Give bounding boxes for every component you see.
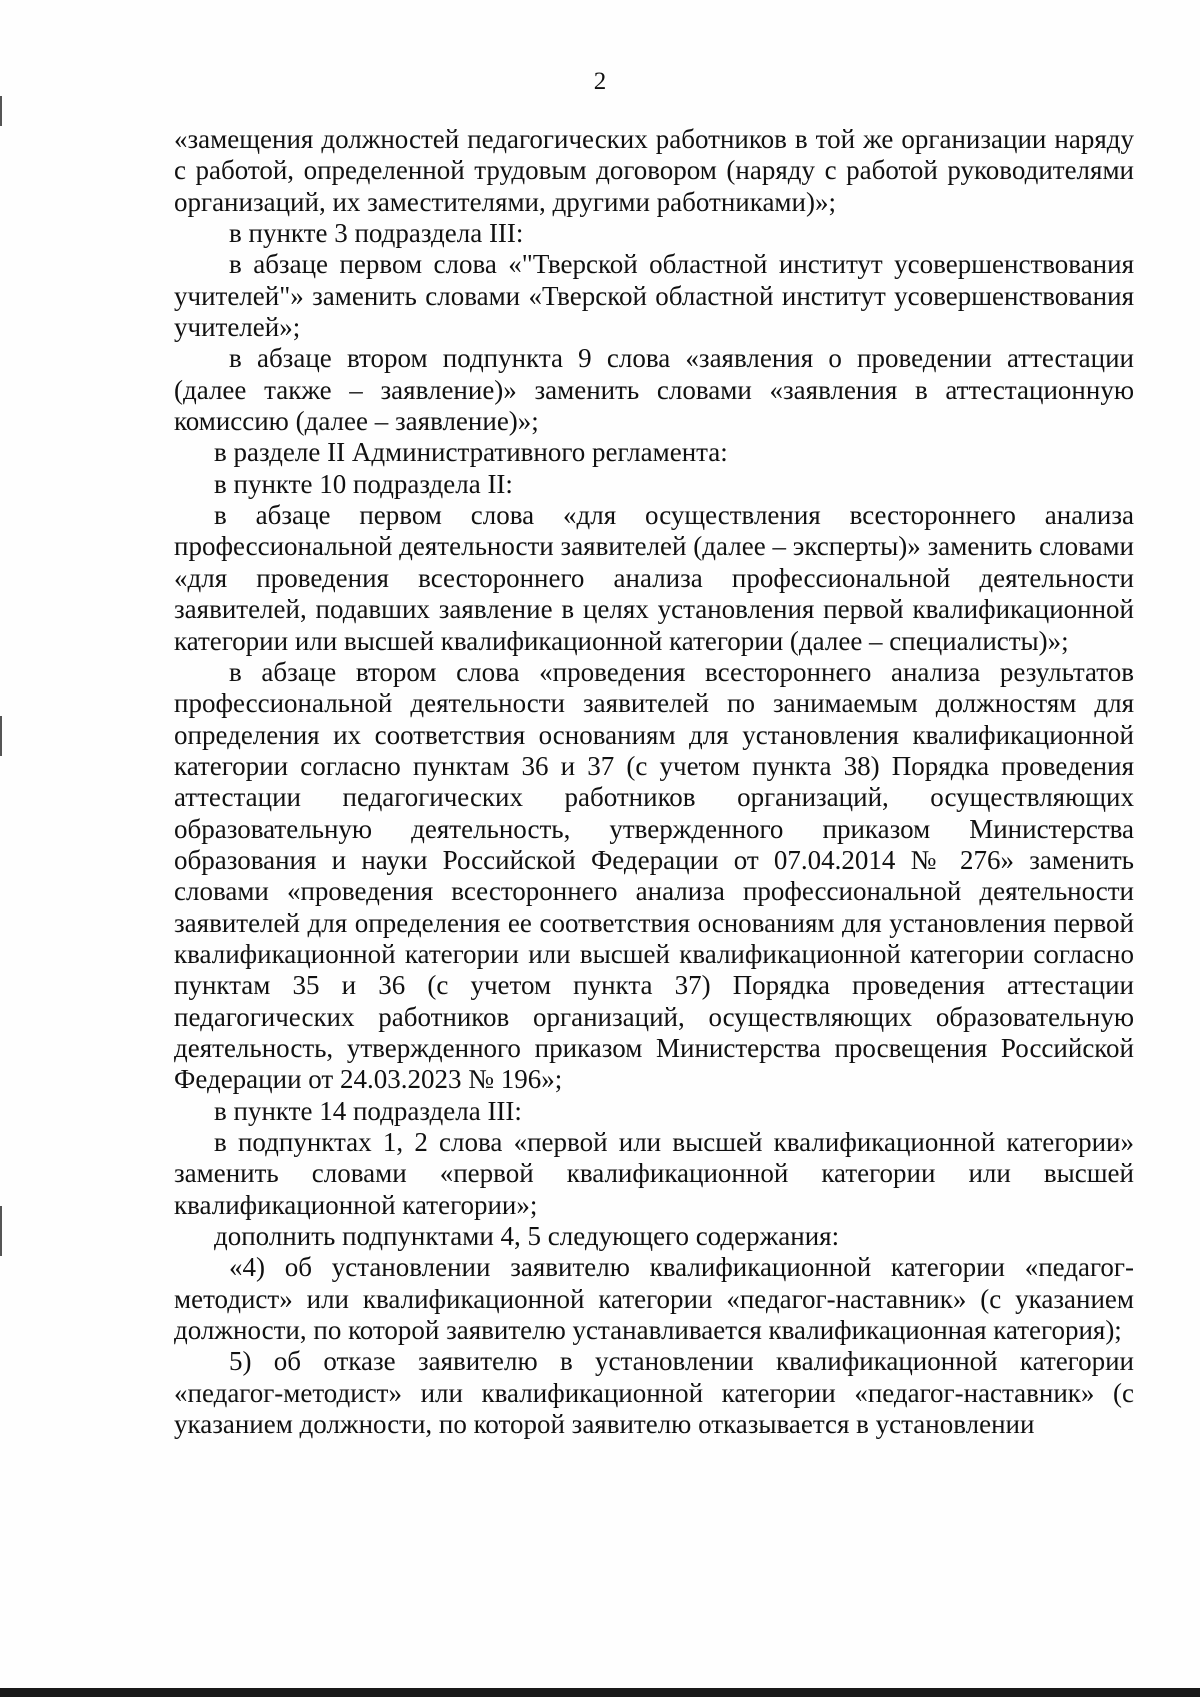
paragraph: в пункте 10 подраздела II: — [214, 468, 513, 499]
paragraph: в разделе II Административного регламента: — [214, 437, 728, 468]
paragraph: в пункте 14 подраздела III: — [214, 1095, 522, 1126]
scan-margin-mark — [0, 716, 2, 756]
paragraph: дополнить подпунктами 4, 5 следующего содержания: — [214, 1221, 840, 1252]
paragraph: в абзаце первом слова «для осуществления всестороннего анализа профессиональной деятельности заявителей (далее – эксперты)» заменить словами «для проведения всестороннего анализа профессиональной деятельности заявителей, подавших заявление в целях установления первой квалификационной категории или высшей квалификационной категории (далее – специалисты)»; — [174, 500, 1134, 656]
scan-margin-mark — [0, 1206, 2, 1256]
scan-margin-mark — [0, 96, 2, 126]
paragraph: в пункте 3 подраздела III: — [229, 218, 524, 249]
page-number: 2 — [593, 68, 607, 95]
paragraph: «замещения должностей педагогических работников в той же организации наряду с работой, определенной трудовым договором (наряду с работой руководителями организаций, их заместителями, другими работниками)»; — [174, 124, 1134, 217]
paragraph: в абзаце втором слова «проведения всестороннего анализа результатов профессиональной деятельности заявителей по занимаемым должностям для определения их соответствия основаниям для установления квалификационной категории согласно пунктам 36 и 37 (с учетом пункта 38) Порядка проведения аттестации педагогических работников организаций, осуществляющих образовательную деятельность, утвержденного приказом Министерства образования и науки Российской Федерации от 07.04.2014 № 276» заменить словами «проведения всестороннего анализа профессиональной деятельности заявителей для определения ее соответствия основаниям для установления первой квалификационной категории или высшей квалификационной категории согласно пунктам 35 и 36 (с учетом пункта 37) Порядка проведения аттестации педагогических работников организаций, осуществляющих образовательную деятельность, утвержденного приказом Министерства просвещения Российской Федерации от 24.03.2023 № 196»; — [174, 656, 1134, 1095]
document-body — [174, 124, 1134, 1440]
paragraph: в абзаце втором подпункта 9 слова «заявления о проведении аттестации (далее также – заявление)» заменить словами «заявления в аттестационную комиссию (далее – заявление)»; — [174, 343, 1134, 437]
paragraph: в абзаце первом слова «"Тверской областной институт усовершенствования учителей"» заменить словами «Тверской областной институт усовершенствования учителей»; — [174, 249, 1134, 343]
paragraph: в подпунктах 1, 2 слова «первой или высшей квалификационной категории» заменить словами «первой квалификационной категории или высшей квалификационной категории»; — [174, 1127, 1134, 1220]
paragraph: «4) об установлении заявителю квалификационной категории «педагог-методист» или квалификационной категории «педагог-наставник» (с указанием должности, по которой заявителю устанавливается квалификационная категория); — [174, 1252, 1134, 1346]
scan-bottom-edge — [0, 1688, 1200, 1697]
paragraph: 5) об отказе заявителю в установлении квалификационной категории «педагог-методист» или квалификационной категории «педагог-наставник» (с указанием должности, по которой заявителю отказывается в установлении — [174, 1346, 1134, 1440]
